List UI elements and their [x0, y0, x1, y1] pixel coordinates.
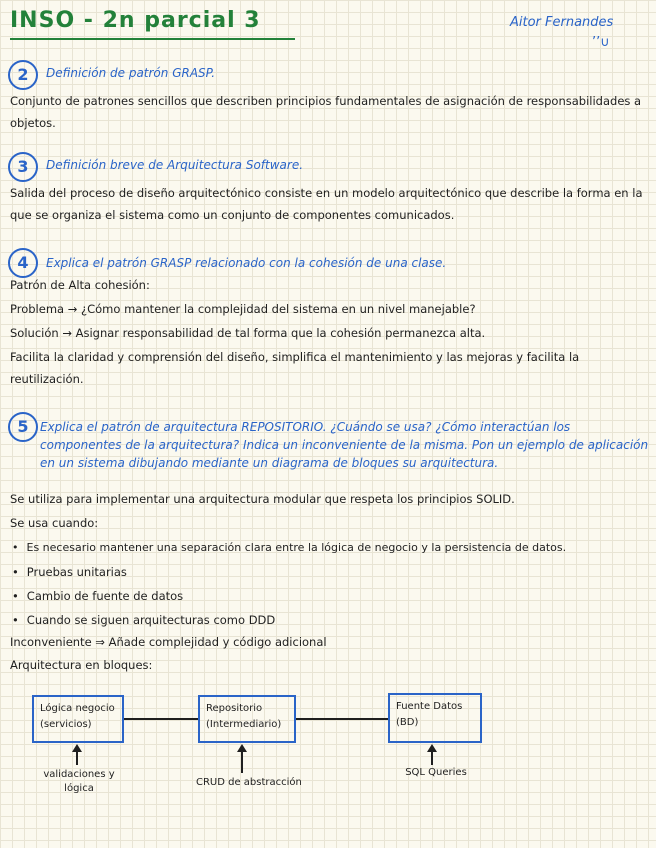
block-business-logic-title: Lógica negocio [40, 703, 115, 714]
block-repository-title: Repositorio [206, 703, 263, 714]
section-4-line-4: Facilita la claridad y comprensión del diseño, simplifica el mantenimiento y las mejoras y facilita la reutilización. [10, 350, 580, 386]
section-5-uses-label: Se usa cuando: [10, 516, 99, 530]
section-4-question: Explica el patrón GRASP relacionado con la cohesión de una clase. [46, 256, 447, 270]
section-5-number: 5 [8, 412, 38, 442]
section-4-line-3: Solución → Asignar responsabilidad de tal forma que la cohesión permanezca alta. [10, 326, 486, 340]
arrow-stem [241, 751, 243, 773]
section-4-line-2: Problema → ¿Cómo mantener la complejidad del sistema en un nivel manejable? [10, 302, 476, 316]
block-data-source-subtitle: (BD) [396, 717, 419, 728]
block-data-source [388, 693, 482, 743]
arrow-stem [76, 751, 78, 765]
arrow-stem [431, 751, 433, 765]
author-signature-mark: ’’∪ [592, 35, 610, 50]
block-business-logic [32, 695, 124, 743]
section-2-question: Definición de patrón GRASP. [46, 66, 216, 80]
caption-data-source: SQL Queries [405, 767, 467, 778]
block-repository [198, 695, 296, 743]
section-5-bullet-3: • Cambio de fuente de datos [12, 589, 183, 603]
connector-logic-repository [124, 718, 198, 720]
section-2-answer: Conjunto de patrones sencillos que describen principios fundamentales de asignación de responsabilidades a objetos. [10, 94, 642, 130]
section-3-question: Definición breve de Arquitectura Software. [46, 158, 304, 172]
section-4-number: 4 [8, 248, 38, 278]
section-5-drawback: Inconveniente ⇒ Añade complejidad y código adicional [10, 635, 327, 649]
caption-repository: CRUD de abstracción [196, 777, 302, 788]
connector-repository-datasource [296, 718, 388, 720]
section-4-line-1: Patrón de Alta cohesión: [10, 278, 150, 292]
section-5-bullet-2: • Pruebas unitarias [12, 565, 127, 579]
section-2-number: 2 [8, 60, 38, 90]
section-5-question: Explica el patrón de arquitectura REPOSITORIO. ¿Cuándo se usa? ¿Cómo interactúan los componentes de la arquitectura? Indica un inconveniente de la misma. Pon un ejemplo de aplicación en un sistema dibujando mediante un diagrama de bloques su arquitectura. [40, 420, 649, 470]
section-3-number: 3 [8, 152, 38, 182]
section-5-intro: Se utiliza para implementar una arquitectura modular que respeta los principios SOLID. [10, 492, 515, 506]
author-name: Aitor Fernandes [510, 15, 614, 30]
block-business-logic-subtitle: (servicios) [40, 719, 92, 730]
section-5-bullet-4: • Cuando se siguen arquitecturas como DDD [12, 613, 275, 627]
block-repository-subtitle: (Intermediario) [206, 719, 282, 730]
section-5-diagram-label: Arquitectura en bloques: [10, 658, 153, 672]
page-title: INSO - 2n parcial 3 [10, 8, 261, 33]
caption-business-logic: validaciones y lógica [43, 769, 115, 794]
block-data-source-title: Fuente Datos [396, 701, 463, 712]
title-underline [10, 38, 295, 40]
section-3-answer: Salida del proceso de diseño arquitectónico consiste en un modelo arquitectónico que describe la forma en la que se organiza el sistema como un conjunto de componentes comunicados. [10, 186, 643, 222]
section-5-bullet-1: • Es necesario mantener una separación clara entre la lógica de negocio y la persistencia de datos. [12, 541, 566, 554]
